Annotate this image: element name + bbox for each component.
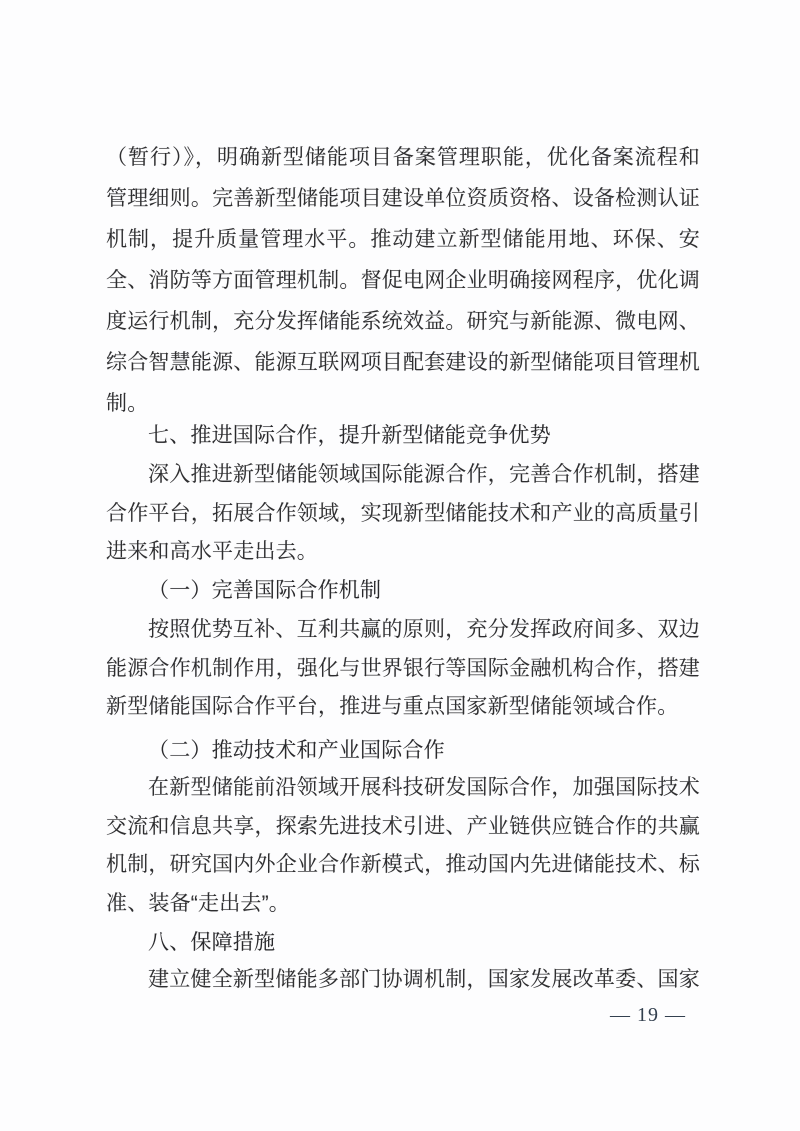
text-line: （暂行）》，明确新型储能项目备案管理职能，优化备案流程和 <box>106 146 700 169</box>
text-line: 机制，提升质量管理水平。推动建立新型储能用地、环保、安 <box>106 228 700 251</box>
paragraph-safeguard-measures <box>106 961 700 1000</box>
text-line: 准、装备“走出去”。 <box>106 891 290 915</box>
subsection-heading-7-2 <box>106 731 700 770</box>
text-line: 制。 <box>106 392 149 415</box>
text-line: 深入推进新型储能领域国际能源合作，完善合作机制，搭建 <box>148 463 700 486</box>
text-line: 在新型储能前沿领域开展科技研发国际合作，加强国际技术 <box>148 776 700 799</box>
text-line: 新型储能国际合作平台，推进与重点国家新型储能领域合作。 <box>106 695 679 718</box>
text-line: 交流和信息共享，探索先进技术引进、产业链供应链合作的共赢 <box>106 814 700 838</box>
heading-text: 八、保障措施 <box>148 931 276 954</box>
paragraph-tech-industry-cooperation <box>106 769 700 923</box>
paragraph-project-management <box>106 137 700 424</box>
heading-text: 七、推进国际合作，提升新型储能竞争优势 <box>148 424 551 447</box>
text-line: 进来和高水平走出去。 <box>106 540 318 563</box>
text-line: 机制，研究国内外企业合作新模式，推动国内先进储能技术、标 <box>106 853 700 876</box>
text-line: 建立健全新型储能多部门协调机制，国家发展改革委、国家 <box>148 968 700 991</box>
paragraph-cooperation-mechanism <box>106 611 700 727</box>
page-number: — 19 — <box>610 1004 686 1026</box>
heading-text: （一）完善国际合作机制 <box>148 579 382 602</box>
paragraph-international-cooperation-intro <box>106 456 700 572</box>
text-line: 度运行机制，充分发挥储能系统效益。研究与新能源、微电网、 <box>106 310 700 333</box>
text-line: 合作平台，拓展合作领域，实现新型储能技术和产业的高质量引 <box>106 501 700 525</box>
section-heading-8 <box>106 923 700 962</box>
text-line: 管理细则。完善新型储能项目建设单位资质资格、设备检测认证 <box>106 187 700 210</box>
section-heading-7 <box>106 416 700 455</box>
text-line: 能源合作机制作用，强化与世界银行等国际金融机构合作，搭建 <box>106 656 700 680</box>
text-line: 全、消防等方面管理机制。督促电网企业明确接网程序，优化调 <box>106 269 700 292</box>
subsection-heading-7-1 <box>106 571 700 610</box>
text-line: 按照优势互补、互利共赢的原则，充分发挥政府间多、双边 <box>148 618 700 641</box>
heading-text: （二）推动技术和产业国际合作 <box>148 739 445 762</box>
text-line: 综合智慧能源、能源互联网项目配套建设的新型储能项目管理机 <box>106 351 700 374</box>
